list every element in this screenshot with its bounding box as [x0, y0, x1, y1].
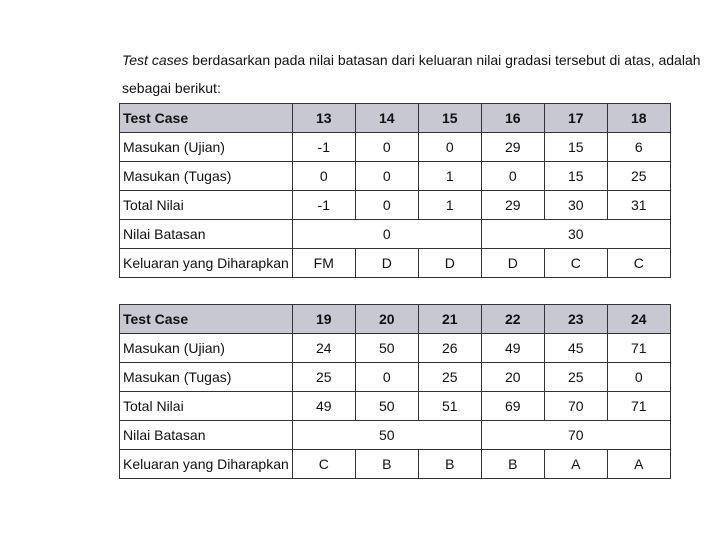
table-cell: 0	[292, 162, 355, 191]
intro-text-line1: berdasarkan pada nilai batasan dari keluaran nilai gradasi tersebut di atas, adalah	[188, 52, 701, 68]
table-cell: 0	[607, 363, 670, 392]
table-cell: 50	[292, 421, 481, 450]
table-cell: B	[481, 450, 544, 479]
table-cell: 69	[481, 392, 544, 421]
table-cell: 25	[418, 363, 481, 392]
header-cell: 23	[544, 305, 607, 334]
table-cell: 49	[292, 392, 355, 421]
row-label: Total Nilai	[120, 392, 293, 421]
table-row	[120, 191, 671, 220]
table-cell: 0	[355, 133, 418, 162]
table-cell: 0	[418, 133, 481, 162]
table-cell: 0	[355, 363, 418, 392]
table-cell: C	[544, 249, 607, 278]
row-label: Keluaran yang Diharapkan	[120, 450, 293, 479]
table-cell: 15	[544, 133, 607, 162]
table-cell: 26	[418, 334, 481, 363]
table-row	[120, 162, 671, 191]
table-row	[120, 334, 671, 363]
intro-text-line2: sebagai berikut:	[122, 80, 221, 96]
table-cell: A	[607, 450, 670, 479]
table-cell: 25	[292, 363, 355, 392]
table-header-row	[120, 104, 671, 133]
test-case-table-2	[119, 304, 671, 479]
header-cell: Test Case	[120, 305, 293, 334]
table-cell: 1	[418, 191, 481, 220]
table-cell: -1	[292, 191, 355, 220]
test-case-table-1	[119, 103, 671, 278]
table-header-row	[120, 305, 671, 334]
table-row	[120, 363, 671, 392]
header-cell: 16	[481, 104, 544, 133]
header-cell: 17	[544, 104, 607, 133]
table-cell: C	[607, 249, 670, 278]
table-cell: A	[544, 450, 607, 479]
table-cell: FM	[292, 249, 355, 278]
row-label: Nilai Batasan	[120, 220, 293, 249]
header-cell: 18	[607, 104, 670, 133]
row-label: Nilai Batasan	[120, 421, 293, 450]
table-cell: 71	[607, 334, 670, 363]
table-cell: 0	[355, 191, 418, 220]
table-cell: 70	[544, 392, 607, 421]
header-cell: 13	[292, 104, 355, 133]
table-row	[120, 392, 671, 421]
header-cell: 14	[355, 104, 418, 133]
header-cell: 15	[418, 104, 481, 133]
table-cell: 30	[481, 220, 670, 249]
table-row	[120, 249, 671, 278]
table-cell: 1	[418, 162, 481, 191]
row-label: Keluaran yang Diharapkan	[120, 249, 293, 278]
table-row	[120, 220, 671, 249]
table-cell: B	[418, 450, 481, 479]
row-label: Masukan (Tugas)	[120, 363, 293, 392]
header-cell: 22	[481, 305, 544, 334]
row-label: Masukan (Ujian)	[120, 334, 293, 363]
table-cell: 49	[481, 334, 544, 363]
table-cell: 50	[355, 334, 418, 363]
table-cell: 0	[355, 162, 418, 191]
table-cell: 6	[607, 133, 670, 162]
intro-paragraph	[122, 46, 712, 102]
table-cell: 25	[607, 162, 670, 191]
row-label: Total Nilai	[120, 191, 293, 220]
table-cell: 25	[544, 363, 607, 392]
table-cell: 15	[544, 162, 607, 191]
table-cell: 24	[292, 334, 355, 363]
header-cell: 20	[355, 305, 418, 334]
table-row	[120, 133, 671, 162]
table-cell: B	[355, 450, 418, 479]
table-cell: D	[355, 249, 418, 278]
table-cell: 30	[544, 191, 607, 220]
table-cell: 0	[292, 220, 481, 249]
table-row	[120, 450, 671, 479]
header-cell: Test Case	[120, 104, 293, 133]
row-label: Masukan (Ujian)	[120, 133, 293, 162]
table-cell: 31	[607, 191, 670, 220]
table-cell: D	[418, 249, 481, 278]
table-cell: 29	[481, 191, 544, 220]
table-cell: 71	[607, 392, 670, 421]
table-cell: D	[481, 249, 544, 278]
table-cell: 51	[418, 392, 481, 421]
header-cell: 24	[607, 305, 670, 334]
table-cell: 20	[481, 363, 544, 392]
table-cell: C	[292, 450, 355, 479]
table-row	[120, 421, 671, 450]
table-cell: 45	[544, 334, 607, 363]
intro-italic: Test cases	[122, 52, 189, 68]
header-cell: 21	[418, 305, 481, 334]
header-cell: 19	[292, 305, 355, 334]
table-cell: 70	[481, 421, 670, 450]
table-cell: -1	[292, 133, 355, 162]
table-cell: 29	[481, 133, 544, 162]
row-label: Masukan (Tugas)	[120, 162, 293, 191]
table-cell: 50	[355, 392, 418, 421]
table-cell: 0	[481, 162, 544, 191]
